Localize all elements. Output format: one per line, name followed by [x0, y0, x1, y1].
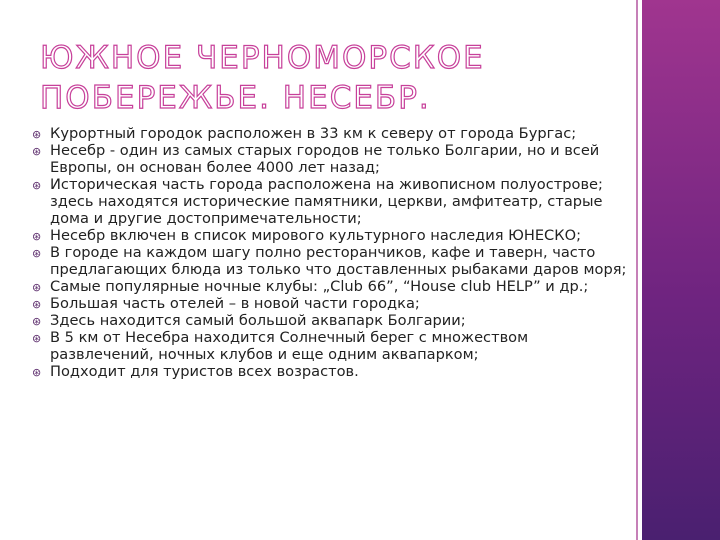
bullet-list: [32, 125, 632, 380]
list-item-text: В городе на каждом шагу полно ресторанчиков, кафе и таверн, часто предлагающих блюда из только что доставленных рыбаками даров моря;: [50, 244, 627, 278]
list-item: [32, 125, 632, 142]
list-item-text: Несебр включен в список мирового культурного наследия ЮНЕСКО;: [50, 227, 582, 244]
list-item-text: Здесь находится самый большой аквапарк Болгарии;: [50, 312, 466, 329]
list-item: [32, 176, 632, 227]
list-item: [32, 278, 632, 295]
slide-title-line-2: ПОБЕРЕЖЬЕ. НЕСЕБР.: [40, 80, 431, 116]
list-item: [32, 363, 632, 380]
slide-title: [40, 38, 600, 118]
bullet-icon: ⊛: [32, 315, 42, 328]
list-item: [32, 142, 632, 176]
list-item-text: В 5 км от Несебра находится Солнечный берег с множеством развлечений, ночных клубов и еще одним аквапарком;: [50, 329, 529, 363]
list-item-text: Подходит для туристов всех возрастов.: [50, 363, 359, 380]
list-item: [32, 295, 632, 312]
bullet-icon: ⊛: [32, 247, 42, 260]
slide-title-line-1: ЮЖНОЕ ЧЕРНОМОРСКОЕ: [40, 40, 485, 76]
list-item: [32, 244, 632, 278]
stripe-divider: [636, 0, 638, 540]
bullet-icon: ⊛: [32, 179, 42, 192]
bullet-icon: ⊛: [32, 298, 42, 311]
bullet-icon: ⊛: [32, 230, 42, 243]
decorative-side-stripe: [642, 0, 720, 540]
bullet-icon: ⊛: [32, 281, 42, 294]
bullet-icon: ⊛: [32, 145, 42, 158]
list-item: [32, 329, 632, 363]
list-item-text: Самые популярные ночные клубы: „Club 66”, “House club HELP” и др.;: [50, 278, 589, 295]
bullet-icon: ⊛: [32, 128, 42, 141]
list-item: [32, 312, 632, 329]
list-item-text: Курортный городок расположен в 33 км к северу от города Бургас;: [50, 125, 577, 142]
list-item-text: Несебр - один из самых старых городов не только Болгарии, но и всей Европы, он основан более 4000 лет назад;: [50, 142, 600, 176]
bullet-icon: ⊛: [32, 366, 42, 379]
bullet-icon: ⊛: [32, 332, 42, 345]
list-item: [32, 227, 632, 244]
list-item-text: Историческая часть города расположена на живописном полуострове; здесь находятся исторические памятники, церкви, амфитеатр, старые дома и другие достопримечательности;: [50, 176, 603, 227]
list-item-text: Большая часть отелей – в новой части городка;: [50, 295, 420, 312]
